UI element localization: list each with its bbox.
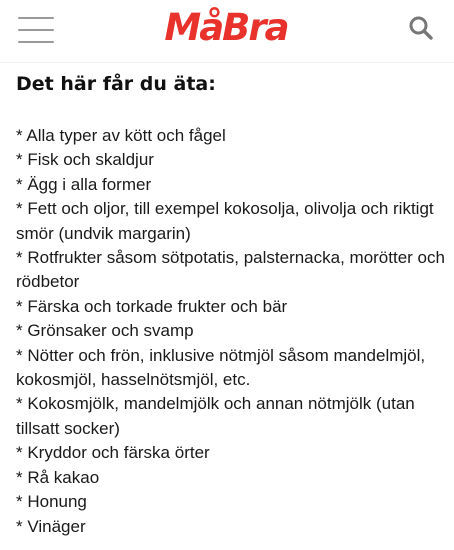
list-item: * Nötter och frön, inklusive nötmjöl såsom mandelmjöl, kokosmjöl, hasselnötsmjöl, etc.	[16, 345, 426, 390]
list-item: * Rå kakao	[16, 467, 100, 487]
list-item: * Alla typer av kött och fågel	[16, 126, 226, 145]
list-item: * Kryddor och färska örter	[16, 443, 210, 463]
top-header	[0, 0, 454, 63]
list-item: * Honung	[16, 492, 87, 512]
list-item: * Fisk och skaldjur	[16, 150, 154, 170]
list-item: * Ägg i alla former	[16, 174, 152, 194]
list-item: * Grönsaker och svamp	[16, 321, 194, 341]
site-logo[interactable]: MåBra	[164, 6, 288, 49]
list-item: * Fett och oljor, till exempel kokosolja, olivolja och riktigt smör (undvik margarin)	[16, 199, 434, 243]
food-list	[16, 124, 446, 539]
menu-line	[18, 17, 54, 19]
list-item: * Färska och torkade frukter och bär	[16, 296, 288, 316]
article-content	[16, 70, 446, 539]
list-item: * Vinäger	[16, 516, 86, 536]
article-heading: Det här får du äta:	[16, 73, 216, 95]
search-icon	[408, 15, 434, 41]
hamburger-menu-icon[interactable]	[18, 17, 54, 43]
list-item: * Rotfrukter såsom sötpotatis, palsternacka, morötter och rödbetor	[16, 248, 445, 292]
list-item: * Kokosmjölk, mandelmjölk och annan nötmjölk (utan tillsatt socker)	[16, 394, 415, 438]
menu-line	[18, 41, 54, 43]
search-button[interactable]	[408, 15, 434, 41]
menu-line	[18, 29, 54, 31]
